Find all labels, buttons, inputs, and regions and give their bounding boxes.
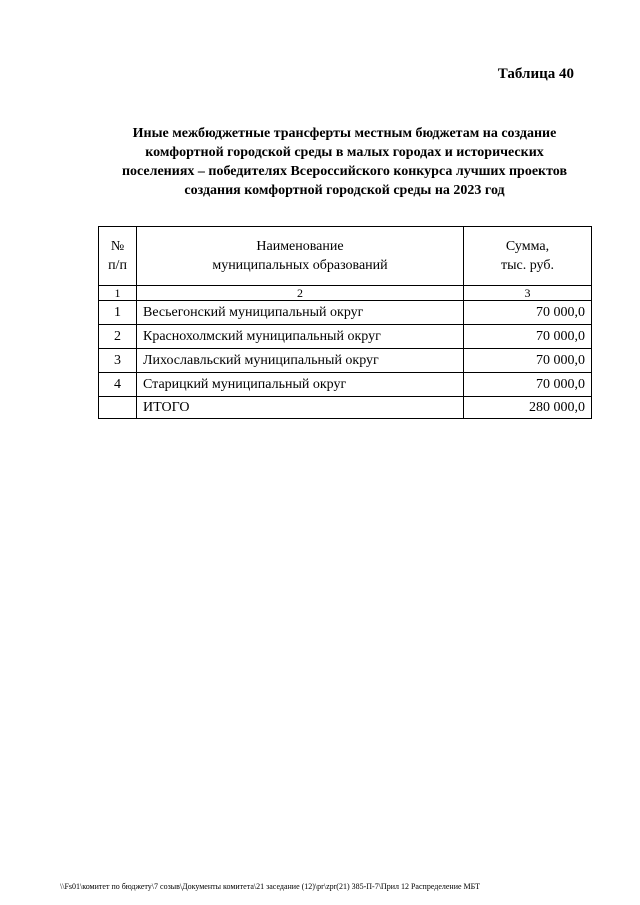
row-sum: 70 000,0: [464, 349, 592, 373]
header-num-line2: п/п: [108, 258, 127, 273]
total-num: [99, 397, 137, 419]
row-num: 3: [99, 349, 137, 373]
total-label: ИТОГО: [137, 397, 464, 419]
title-line: создания комфортной городской среды на 2023 год: [184, 183, 505, 198]
header-name: [137, 227, 464, 286]
header-sum-line2: тыс. руб.: [501, 258, 554, 273]
header-num: [99, 227, 137, 286]
table-header-row: [99, 227, 592, 286]
title-line: Иные межбюджетные трансферты местным бюджетам на создание: [132, 126, 557, 141]
title-line: комфортной городской среды в малых городах и исторических: [145, 145, 544, 160]
document-title: [98, 124, 591, 200]
row-name: Лихославльский муниципальный округ: [137, 349, 464, 373]
header-name-line1: Наименование: [256, 239, 344, 254]
total-sum: 280 000,0: [464, 397, 592, 419]
table-row: [99, 301, 592, 325]
column-number: 3: [464, 286, 592, 301]
table-row: [99, 373, 592, 397]
total-row: [99, 397, 592, 419]
row-sum: 70 000,0: [464, 301, 592, 325]
row-name: Весьегонский муниципальный округ: [137, 301, 464, 325]
row-sum: 70 000,0: [464, 325, 592, 349]
column-number-row: [99, 286, 592, 301]
row-num: 1: [99, 301, 137, 325]
row-name: Краснохолмский муниципальный округ: [137, 325, 464, 349]
title-line: поселениях – победителях Всероссийского конкурса лучших проектов: [121, 164, 568, 179]
table-row: [99, 325, 592, 349]
row-num: 2: [99, 325, 137, 349]
row-sum: 70 000,0: [464, 373, 592, 397]
header-sum: [464, 227, 592, 286]
header-num-line1: №: [110, 239, 125, 254]
row-num: 4: [99, 373, 137, 397]
table-number: Таблица 40: [497, 66, 574, 82]
budget-table: [98, 226, 592, 419]
footer-file-path: \\Fs01\комитет по бюджету\7 созыв\Документы комитета\21 заседание (12)\pr\zpr(21) 385-П-7\Прил 12 Распределение МБТ: [60, 882, 481, 891]
table-row: [99, 349, 592, 373]
header-sum-line1: Сумма,: [505, 239, 550, 254]
column-number: 1: [99, 286, 137, 301]
column-number: 2: [137, 286, 464, 301]
row-name: Старицкий муниципальный округ: [137, 373, 464, 397]
header-name-line2: муниципальных образований: [212, 258, 388, 273]
